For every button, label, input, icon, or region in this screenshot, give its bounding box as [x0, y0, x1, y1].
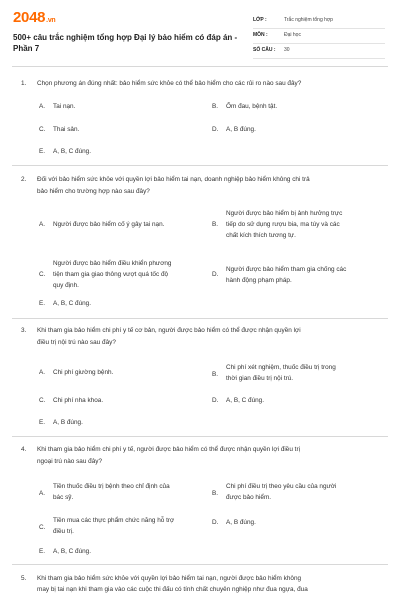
- option-c[interactable]: C. Người được bảo hiểm điều khiển phương tiện tham gia giao thông vượt quá tốc độ quy định.: [39, 260, 172, 289]
- meta-class-value: Trắc nghiệm tổng hợp: [284, 17, 333, 23]
- question-text-line-2: ngoại trú nào sau đây?: [37, 458, 103, 465]
- option-c[interactable]: C. Tiền mua các thực phẩm chức năng hỗ trợ điều trị.: [39, 517, 175, 535]
- question-number: 4.: [21, 446, 27, 453]
- meta-class-label: LỚP :: [253, 17, 267, 23]
- question-text-line-2: may bị tai nạn khi tham gia vào các cuộc thi đấu có tính chất chuyên nghiệp như đua ngựa, đua: [37, 586, 308, 593]
- option-d[interactable]: D. Người được bảo hiểm tham gia chống các hành động phạm pháp.: [212, 266, 347, 284]
- meta-class-row: [253, 14, 385, 29]
- option-b[interactable]: B. Người được bảo hiểm bị ảnh hưởng trực tiếp do sử dụng rượu bia, ma túy và các chất kích thích tương tự.: [212, 210, 343, 239]
- header-divider: [12, 66, 388, 67]
- site-logo[interactable]: 2048.vn: [13, 9, 56, 26]
- option-b[interactable]: B. Chi phí điều trị theo yêu cầu của người được bảo hiểm.: [212, 483, 337, 501]
- option-e[interactable]: E. A, B, C đúng.: [39, 548, 92, 555]
- question-divider: [12, 564, 388, 565]
- question-number: 5.: [21, 575, 27, 582]
- option-e[interactable]: E. A, B đúng.: [39, 419, 83, 426]
- option-b[interactable]: B. Chi phí xét nghiệm, thuốc điều trị trong thời gian điều trị nội trú.: [212, 364, 336, 382]
- question-text-line-2: bảo hiểm cho trường hợp nào sau đây?: [37, 188, 150, 195]
- option-e[interactable]: E. A, B, C đúng.: [39, 300, 92, 307]
- option-a[interactable]: A. Tiền thuốc điều trị bệnh theo chỉ định của bác sỹ.: [39, 483, 170, 501]
- question-number: 2.: [21, 176, 27, 183]
- meta-subject-value: Đại học: [284, 32, 301, 38]
- meta-count-row: [253, 44, 385, 59]
- question-text-line-1: Khi tham gia bảo hiểm chi phí y tế cơ bản, người được bảo hiểm có thể được nhận quyền lợi: [37, 327, 301, 334]
- meta-subject-label: MÔN :: [253, 32, 268, 38]
- question-text-line-1: Khi tham gia bảo hiểm chi phí y tế, người được bảo hiểm có thể được nhận quyền lợi điều trị: [37, 446, 300, 453]
- document-page: 2048.vn 500+ câu trắc nghiệm tổng hợp Đại lý bảo hiểm có đáp án - Phần 7 LỚP : Trắc nghiệm tổng hợp MÔN : Đại học SỐ CÂU : 30 1. Chọn phương án đúng nhất: bảo hiểm sức khỏe có thể bảo hiểm cho các rủi ro nào sau đây? A. Tai nạn. B. Ốm đau, bệnh tật. C. Thai sản. D. A, B đúng. E. A, B, C đúng. 2. Đối với bảo hiểm sức khỏe với quyền lợi bảo hiểm tai nạn, doanh nghiệp bảo hiểm không chi trả bảo hiểm cho trường hợp nào sau đây? A. Người được bảo hiểm cố ý gây tai nạn. B. Người được bảo hiểm bị ảnh hưởng trực tiếp do sử dụng rượu bia, ma túy và các chất kích thích tương tự. C. Người được bảo hiểm điều khiển phương tiện tham gia giao thông vượt quá tốc độ quy định. D. Người được bảo hiểm tham gia chống các hành động phạm pháp. E. A, B, C đúng. 3. Khi tham gia bảo hiểm chi phí y tế cơ bản, người được bảo hiểm có thể được nhận quyền lợi điều trị nội trú nào sau đây? A. Chi phí giường bệnh. B. Chi phí xét nghiệm, thuốc điều trị trong thời gian điều trị nội trú. C. Chi phí nha khoa. D. A, B, C đúng. E. A, B đúng. 4. Khi tham gia bảo hiểm chi phí y tế, người được bảo hiểm có thể được nhận quyền lợi điều trị ngoại trú nào sau đây? A. Tiền thuốc điều trị bệnh theo chỉ định của bác sỹ. B. Chi phí điều trị theo yêu cầu của người được bảo hiểm. C. Tiền mua các thực phẩm chức năng hỗ trợ điều trị. D. A, B đúng. E. A, B, C đúng. 5. Khi tham gia bảo hiểm sức khỏe với quyền lợi bảo hiểm tai nạn, người được bảo hiểm không may bị tai nạn khi tham gia vào các cuộc thi đấu có tính chất chuyên nghiệp như đua ngựa, đua: [0, 0, 400, 600]
- question-divider: [12, 318, 388, 319]
- document-meta: [253, 14, 385, 59]
- question-text-line-1: Đối với bảo hiểm sức khỏe với quyền lợi bảo hiểm tai nạn, doanh nghiệp bảo hiểm không chi trả: [37, 176, 310, 183]
- question-divider: [12, 436, 388, 437]
- question-number: 1.: [21, 80, 27, 87]
- option-e[interactable]: E. A, B, C đúng.: [39, 148, 92, 155]
- document-title: 500+ câu trắc nghiệm tổng hợp Đại lý bảo hiểm có đáp án - Phần 7: [13, 33, 238, 53]
- meta-count-value: 30: [284, 47, 290, 53]
- question-number: 3.: [21, 327, 27, 334]
- question-text-line-1: Khi tham gia bảo hiểm sức khỏe với quyền lợi bảo hiểm tai nạn, người được bảo hiểm không: [37, 575, 302, 582]
- question-divider: [12, 165, 388, 166]
- document-header: [0, 0, 400, 60]
- question-text-line-2: điều trị nội trú nào sau đây?: [37, 339, 116, 346]
- question-text: Chọn phương án đúng nhất: bảo hiểm sức khỏe có thể bảo hiểm cho các rủi ro nào sau đây?: [37, 80, 302, 87]
- meta-subject-row: [253, 29, 385, 44]
- meta-count-label: SỐ CÂU :: [253, 47, 276, 53]
